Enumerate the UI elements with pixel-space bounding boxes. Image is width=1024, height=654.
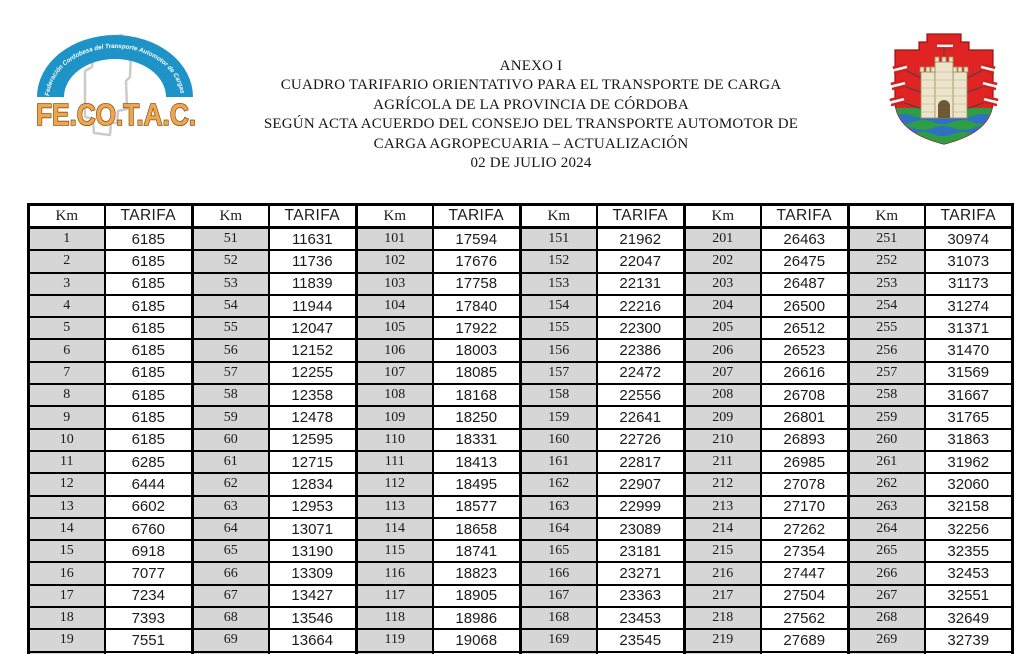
km-cell: 18 bbox=[29, 607, 105, 629]
km-column-header: Km bbox=[29, 205, 105, 228]
table-row bbox=[29, 496, 1013, 518]
km-cell: 216 bbox=[685, 562, 761, 584]
title-line-5: CARGA AGROPECUARIA – ACTUALIZACIÓN bbox=[373, 135, 689, 152]
km-cell: 68 bbox=[193, 607, 269, 629]
tarifa-cell: 11631 bbox=[269, 228, 357, 251]
tarifa-cell: 13190 bbox=[269, 540, 357, 562]
km-cell: 158 bbox=[521, 384, 597, 406]
tarifa-cell: 27562 bbox=[761, 607, 849, 629]
tarifa-cell: 7393 bbox=[105, 607, 193, 629]
tarifa-cell: 7234 bbox=[105, 585, 193, 607]
km-cell: 11 bbox=[29, 451, 105, 473]
km-cell: 159 bbox=[521, 406, 597, 428]
km-cell: 66 bbox=[193, 562, 269, 584]
km-cell: 113 bbox=[357, 496, 433, 518]
title-line-3: AGRÍCOLA DE LA PROVINCIA DE CÓRDOBA bbox=[373, 96, 689, 113]
km-cell: 169 bbox=[521, 629, 597, 651]
km-cell: 61 bbox=[193, 451, 269, 473]
km-cell: 219 bbox=[685, 629, 761, 651]
km-cell: 213 bbox=[685, 496, 761, 518]
tarifa-cell: 22300 bbox=[597, 317, 685, 339]
km-cell: 268 bbox=[849, 607, 925, 629]
tarifa-cell: 6602 bbox=[105, 496, 193, 518]
km-cell: 254 bbox=[849, 295, 925, 317]
tarifa-cell: 27262 bbox=[761, 518, 849, 540]
tarifa-cell: 6760 bbox=[105, 518, 193, 540]
tarifa-cell: 31863 bbox=[925, 429, 1013, 451]
river-wave-2 bbox=[893, 126, 993, 136]
table-row bbox=[29, 562, 1013, 584]
km-cell: 260 bbox=[849, 429, 925, 451]
table-row bbox=[29, 384, 1013, 406]
tarifa-cell: 12255 bbox=[269, 362, 357, 384]
tarifa-cell: 18495 bbox=[433, 473, 521, 495]
km-cell: 111 bbox=[357, 451, 433, 473]
km-column-header: Km bbox=[685, 205, 761, 228]
tarifa-cell: 6185 bbox=[105, 429, 193, 451]
table-row bbox=[29, 518, 1013, 540]
km-cell: 209 bbox=[685, 406, 761, 428]
km-cell: 105 bbox=[357, 317, 433, 339]
km-cell: 58 bbox=[193, 384, 269, 406]
tarifa-cell: 6185 bbox=[105, 339, 193, 361]
km-cell: 262 bbox=[849, 473, 925, 495]
tarifa-cell: 6285 bbox=[105, 451, 193, 473]
tarifa-cell: 31274 bbox=[925, 295, 1013, 317]
km-cell: 15 bbox=[29, 540, 105, 562]
km-cell: 53 bbox=[193, 273, 269, 295]
tarifa-cell: 26500 bbox=[761, 295, 849, 317]
km-cell: 104 bbox=[357, 295, 433, 317]
km-cell: 114 bbox=[357, 518, 433, 540]
document-title-block bbox=[235, 57, 827, 173]
tarifa-cell: 32649 bbox=[925, 607, 1013, 629]
km-cell: 60 bbox=[193, 429, 269, 451]
tarifa-cell: 6185 bbox=[105, 384, 193, 406]
tarifa-cell: 23363 bbox=[597, 585, 685, 607]
km-cell: 265 bbox=[849, 540, 925, 562]
km-cell: 269 bbox=[849, 629, 925, 651]
tarifa-column-header: TARIFA bbox=[105, 205, 193, 228]
km-cell: 9 bbox=[29, 406, 105, 428]
castle-door bbox=[938, 100, 950, 118]
tarifa-cell: 6918 bbox=[105, 540, 193, 562]
km-cell: 56 bbox=[193, 339, 269, 361]
tarifa-cell: 6185 bbox=[105, 317, 193, 339]
table-row bbox=[29, 339, 1013, 361]
km-cell: 2 bbox=[29, 250, 105, 272]
title-line-4: SEGÚN ACTA ACUERDO DEL CONSEJO DEL TRANSPORTE AUTOMOTOR DE bbox=[263, 116, 799, 133]
tarifa-cell: 12478 bbox=[269, 406, 357, 428]
tarifa-cell: 22131 bbox=[597, 273, 685, 295]
km-cell: 165 bbox=[521, 540, 597, 562]
km-cell: 257 bbox=[849, 362, 925, 384]
tarifa-cell: 31569 bbox=[925, 362, 1013, 384]
km-cell: 210 bbox=[685, 429, 761, 451]
tarifa-cell: 13546 bbox=[269, 607, 357, 629]
km-cell: 167 bbox=[521, 585, 597, 607]
tarifa-cell: 12047 bbox=[269, 317, 357, 339]
tarifa-cell: 32453 bbox=[925, 562, 1013, 584]
km-cell: 8 bbox=[29, 384, 105, 406]
km-cell: 263 bbox=[849, 496, 925, 518]
tarifa-cell: 32060 bbox=[925, 473, 1013, 495]
tarifa-cell: 18085 bbox=[433, 362, 521, 384]
tarifa-cell: 26985 bbox=[761, 451, 849, 473]
km-cell: 106 bbox=[357, 339, 433, 361]
tarifa-cell: 12152 bbox=[269, 339, 357, 361]
title-line-2: CUADRO TARIFARIO ORIENTATIVO PARA EL TRANSPORTE DE CARGA bbox=[280, 77, 782, 94]
tarifa-cell: 23271 bbox=[597, 562, 685, 584]
km-cell: 65 bbox=[193, 540, 269, 562]
tarifa-cell: 18331 bbox=[433, 429, 521, 451]
km-cell: 251 bbox=[849, 228, 925, 251]
km-cell: 267 bbox=[849, 585, 925, 607]
table-row bbox=[29, 273, 1013, 295]
km-cell: 214 bbox=[685, 518, 761, 540]
km-cell: 255 bbox=[849, 317, 925, 339]
km-cell: 117 bbox=[357, 585, 433, 607]
tarifa-cell: 6444 bbox=[105, 473, 193, 495]
tarifa-cell: 31173 bbox=[925, 273, 1013, 295]
table-row bbox=[29, 317, 1013, 339]
km-cell: 13 bbox=[29, 496, 105, 518]
km-cell: 10 bbox=[29, 429, 105, 451]
tarifa-cell: 27354 bbox=[761, 540, 849, 562]
tarifa-cell: 18905 bbox=[433, 585, 521, 607]
table-row bbox=[29, 629, 1013, 651]
tarifa-cell: 26616 bbox=[761, 362, 849, 384]
tarifa-cell: 6185 bbox=[105, 362, 193, 384]
tarifa-cell: 22047 bbox=[597, 250, 685, 272]
tarifa-cell: 22556 bbox=[597, 384, 685, 406]
tarifa-column-header: TARIFA bbox=[925, 205, 1013, 228]
km-cell: 264 bbox=[849, 518, 925, 540]
tarifa-cell: 11736 bbox=[269, 250, 357, 272]
km-column-header: Km bbox=[521, 205, 597, 228]
km-cell: 155 bbox=[521, 317, 597, 339]
km-cell: 208 bbox=[685, 384, 761, 406]
table-row bbox=[29, 540, 1013, 562]
title-anexo: ANEXO I bbox=[499, 58, 563, 74]
tarifa-cell: 32355 bbox=[925, 540, 1013, 562]
tarifa-cell: 23181 bbox=[597, 540, 685, 562]
tarifa-cell: 26463 bbox=[761, 228, 849, 251]
km-cell: 152 bbox=[521, 250, 597, 272]
km-cell: 204 bbox=[685, 295, 761, 317]
tarifa-cell: 30974 bbox=[925, 228, 1013, 251]
km-cell: 259 bbox=[849, 406, 925, 428]
tarifa-cell: 12358 bbox=[269, 384, 357, 406]
km-cell: 118 bbox=[357, 607, 433, 629]
tarifa-cell: 26801 bbox=[761, 406, 849, 428]
km-cell: 59 bbox=[193, 406, 269, 428]
km-cell: 7 bbox=[29, 362, 105, 384]
tarifa-cell: 27689 bbox=[761, 629, 849, 651]
km-cell: 252 bbox=[849, 250, 925, 272]
km-cell: 107 bbox=[357, 362, 433, 384]
table-row bbox=[29, 585, 1013, 607]
logo-acronym: FE.CO.T.A.C. bbox=[36, 97, 196, 132]
km-cell: 109 bbox=[357, 406, 433, 428]
tarifa-column-header: TARIFA bbox=[269, 205, 357, 228]
cordoba-coat-of-arms bbox=[885, 28, 1003, 150]
km-cell: 54 bbox=[193, 295, 269, 317]
km-cell: 101 bbox=[357, 228, 433, 251]
km-cell: 17 bbox=[29, 585, 105, 607]
tarifa-cell: 13071 bbox=[269, 518, 357, 540]
km-cell: 110 bbox=[357, 429, 433, 451]
km-cell: 151 bbox=[521, 228, 597, 251]
tarifa-cell: 17676 bbox=[433, 250, 521, 272]
km-cell: 156 bbox=[521, 339, 597, 361]
tarifa-cell: 27078 bbox=[761, 473, 849, 495]
tarifa-cell: 12715 bbox=[269, 451, 357, 473]
tarifa-cell: 7551 bbox=[105, 629, 193, 651]
table-row bbox=[29, 362, 1013, 384]
km-cell: 112 bbox=[357, 473, 433, 495]
km-cell: 202 bbox=[685, 250, 761, 272]
km-cell: 6 bbox=[29, 339, 105, 361]
tarifa-cell: 27447 bbox=[761, 562, 849, 584]
tarifa-cell: 17840 bbox=[433, 295, 521, 317]
table-row bbox=[29, 607, 1013, 629]
tarifa-cell: 26475 bbox=[761, 250, 849, 272]
km-cell: 162 bbox=[521, 473, 597, 495]
km-cell: 116 bbox=[357, 562, 433, 584]
tarifa-cell: 26893 bbox=[761, 429, 849, 451]
tarifa-cell: 22216 bbox=[597, 295, 685, 317]
tarifa-cell: 22386 bbox=[597, 339, 685, 361]
km-column-header: Km bbox=[193, 205, 269, 228]
tarifa-cell: 18658 bbox=[433, 518, 521, 540]
km-cell: 4 bbox=[29, 295, 105, 317]
km-cell: 51 bbox=[193, 228, 269, 251]
tarifa-cell: 26708 bbox=[761, 384, 849, 406]
table-header-row bbox=[29, 205, 1013, 228]
tarifa-cell: 13664 bbox=[269, 629, 357, 651]
km-cell: 166 bbox=[521, 562, 597, 584]
km-cell: 212 bbox=[685, 473, 761, 495]
tarifa-cell: 32256 bbox=[925, 518, 1013, 540]
tarifa-cell: 32739 bbox=[925, 629, 1013, 651]
km-column-header: Km bbox=[357, 205, 433, 228]
tarifa-cell: 17922 bbox=[433, 317, 521, 339]
tarifa-cell: 31667 bbox=[925, 384, 1013, 406]
tarifa-cell: 12834 bbox=[269, 473, 357, 495]
km-cell: 211 bbox=[685, 451, 761, 473]
tarifa-cell: 11944 bbox=[269, 295, 357, 317]
km-cell: 19 bbox=[29, 629, 105, 651]
tarifa-cell: 18003 bbox=[433, 339, 521, 361]
tarifa-cell: 6185 bbox=[105, 295, 193, 317]
tarifa-cell: 23089 bbox=[597, 518, 685, 540]
tarifa-cell: 22907 bbox=[597, 473, 685, 495]
tarifa-cell: 31073 bbox=[925, 250, 1013, 272]
km-cell: 258 bbox=[849, 384, 925, 406]
table-row bbox=[29, 429, 1013, 451]
km-cell: 62 bbox=[193, 473, 269, 495]
km-cell: 16 bbox=[29, 562, 105, 584]
km-cell: 67 bbox=[193, 585, 269, 607]
title-date: 02 DE JULIO 2024 bbox=[470, 155, 592, 172]
tarifa-cell: 11839 bbox=[269, 273, 357, 295]
km-cell: 102 bbox=[357, 250, 433, 272]
km-cell: 161 bbox=[521, 451, 597, 473]
tarifa-cell: 18741 bbox=[433, 540, 521, 562]
km-cell: 3 bbox=[29, 273, 105, 295]
km-cell: 215 bbox=[685, 540, 761, 562]
tarifa-cell: 23545 bbox=[597, 629, 685, 651]
table-row bbox=[29, 406, 1013, 428]
tarifa-cell: 22641 bbox=[597, 406, 685, 428]
tarifa-cell: 12595 bbox=[269, 429, 357, 451]
tarifa-column-header: TARIFA bbox=[433, 205, 521, 228]
tarifa-column-header: TARIFA bbox=[597, 205, 685, 228]
km-cell: 217 bbox=[685, 585, 761, 607]
tarifa-cell: 13309 bbox=[269, 562, 357, 584]
km-cell: 201 bbox=[685, 228, 761, 251]
tarifa-cell: 32551 bbox=[925, 585, 1013, 607]
tarifa-cell: 22817 bbox=[597, 451, 685, 473]
km-cell: 157 bbox=[521, 362, 597, 384]
km-cell: 153 bbox=[521, 273, 597, 295]
tarifa-cell: 18250 bbox=[433, 406, 521, 428]
tarifa-cell: 26512 bbox=[761, 317, 849, 339]
tarifa-cell: 22726 bbox=[597, 429, 685, 451]
km-cell: 115 bbox=[357, 540, 433, 562]
km-cell: 160 bbox=[521, 429, 597, 451]
km-cell: 5 bbox=[29, 317, 105, 339]
tarifa-cell: 19068 bbox=[433, 629, 521, 651]
tarifa-cell: 26487 bbox=[761, 273, 849, 295]
km-column-header: Km bbox=[849, 205, 925, 228]
tarifa-cell: 31470 bbox=[925, 339, 1013, 361]
km-cell: 119 bbox=[357, 629, 433, 651]
km-cell: 12 bbox=[29, 473, 105, 495]
km-cell: 1 bbox=[29, 228, 105, 251]
km-cell: 108 bbox=[357, 384, 433, 406]
km-cell: 63 bbox=[193, 496, 269, 518]
tarifa-cell: 27504 bbox=[761, 585, 849, 607]
km-cell: 256 bbox=[849, 339, 925, 361]
tarifa-cell: 6185 bbox=[105, 406, 193, 428]
tarifa-cell: 18577 bbox=[433, 496, 521, 518]
km-cell: 253 bbox=[849, 273, 925, 295]
tarifa-cell: 22999 bbox=[597, 496, 685, 518]
tarifa-cell: 6185 bbox=[105, 250, 193, 272]
km-cell: 203 bbox=[685, 273, 761, 295]
tarifa-cell: 21962 bbox=[597, 228, 685, 251]
km-cell: 168 bbox=[521, 607, 597, 629]
km-cell: 64 bbox=[193, 518, 269, 540]
tarifa-cell: 18413 bbox=[433, 451, 521, 473]
tarifa-cell: 27170 bbox=[761, 496, 849, 518]
km-cell: 154 bbox=[521, 295, 597, 317]
km-cell: 218 bbox=[685, 607, 761, 629]
tariff-table bbox=[27, 203, 1014, 654]
table-row bbox=[29, 250, 1013, 272]
logo-arc-text-curve: Federación Cordobesa del Transporte Automotor de Cargas bbox=[44, 42, 186, 97]
tarifa-cell: 18168 bbox=[433, 384, 521, 406]
km-cell: 103 bbox=[357, 273, 433, 295]
fecotac-logo bbox=[30, 25, 210, 165]
km-cell: 55 bbox=[193, 317, 269, 339]
tarifa-cell: 31765 bbox=[925, 406, 1013, 428]
km-cell: 266 bbox=[849, 562, 925, 584]
tarifa-cell: 22472 bbox=[597, 362, 685, 384]
tarifa-cell: 26523 bbox=[761, 339, 849, 361]
table-row bbox=[29, 228, 1013, 251]
tarifa-cell: 12953 bbox=[269, 496, 357, 518]
km-cell: 206 bbox=[685, 339, 761, 361]
km-cell: 14 bbox=[29, 518, 105, 540]
km-cell: 164 bbox=[521, 518, 597, 540]
tarifa-cell: 18823 bbox=[433, 562, 521, 584]
tarifa-cell: 6185 bbox=[105, 273, 193, 295]
table-row bbox=[29, 451, 1013, 473]
km-cell: 207 bbox=[685, 362, 761, 384]
km-cell: 163 bbox=[521, 496, 597, 518]
tarifa-cell: 6185 bbox=[105, 228, 193, 251]
tarifa-cell: 13427 bbox=[269, 585, 357, 607]
km-cell: 261 bbox=[849, 451, 925, 473]
tarifa-cell: 17594 bbox=[433, 228, 521, 251]
tarifa-column-header: TARIFA bbox=[761, 205, 849, 228]
tarifa-cell: 7077 bbox=[105, 562, 193, 584]
km-cell: 52 bbox=[193, 250, 269, 272]
table-row bbox=[29, 295, 1013, 317]
tarifa-cell: 23453 bbox=[597, 607, 685, 629]
tarifa-cell: 17758 bbox=[433, 273, 521, 295]
tarifa-cell: 18986 bbox=[433, 607, 521, 629]
tarifa-cell: 31962 bbox=[925, 451, 1013, 473]
tarifa-cell: 31371 bbox=[925, 317, 1013, 339]
tarifa-cell: 32158 bbox=[925, 496, 1013, 518]
km-cell: 57 bbox=[193, 362, 269, 384]
km-cell: 69 bbox=[193, 629, 269, 651]
table-row bbox=[29, 473, 1013, 495]
km-cell: 205 bbox=[685, 317, 761, 339]
